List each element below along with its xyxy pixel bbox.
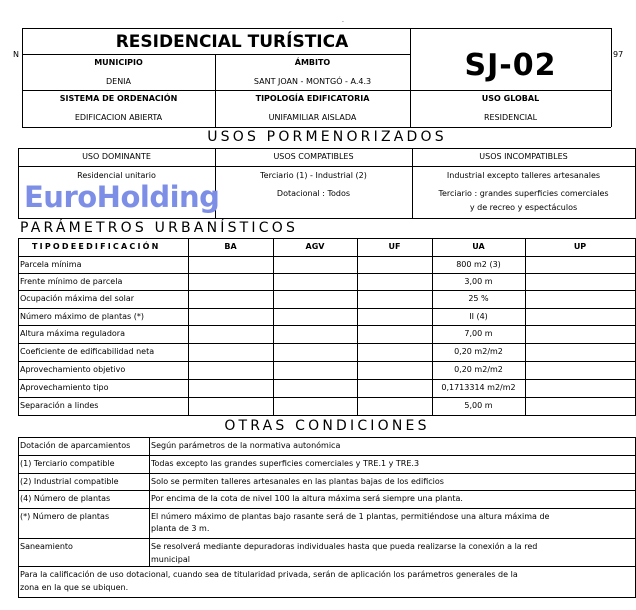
row-ua-value: 0,20 m2/m2 bbox=[454, 347, 503, 356]
row-ua-value: 7,00 m bbox=[464, 329, 493, 338]
tipologia-label: TIPOLOGÍA EDIFICATORIA bbox=[255, 94, 370, 103]
column-header-ua: UA bbox=[472, 242, 485, 251]
row-label: Parcela mínima bbox=[20, 260, 82, 269]
condition-label: Dotación de aparcamientos bbox=[20, 441, 131, 450]
municipio-value: DENIA bbox=[105, 77, 132, 86]
scan-speck: · bbox=[342, 19, 344, 26]
condition-label: (2) Industrial compatible bbox=[20, 477, 119, 486]
uso-dominante-value: Residencial unitario bbox=[77, 171, 156, 180]
page-margin-fragment-left: N bbox=[13, 50, 19, 59]
usos-compatibles-value-1: Terciario (1) - Industrial (2) bbox=[260, 171, 367, 180]
usos-compatibles-value-2: Dotacional : Todos bbox=[276, 189, 351, 198]
parametros-section-title: PARÁMETROS URBANÍSTICOS bbox=[20, 220, 299, 236]
condition-text: Por encima de la cota de nivel 100 la altura máxima será siempre una planta. bbox=[151, 494, 463, 503]
ambito-label: ÁMBITO bbox=[294, 58, 331, 67]
usos-compatibles-label: USOS COMPATIBLES bbox=[273, 152, 354, 161]
ambito-value: SANT JOAN - MONTGÓ - A.4.3 bbox=[253, 77, 372, 86]
row-label: Número máximo de plantas (*) bbox=[20, 312, 145, 321]
row-ua-value: 5,00 m bbox=[464, 401, 493, 410]
usos-incompatibles-label: USOS INCOMPATIBLES bbox=[479, 152, 568, 161]
uso-global-label: USO GLOBAL bbox=[481, 94, 540, 103]
sistema-value: EDIFICACION ABIERTA bbox=[74, 113, 163, 122]
usos-incompatibles-value-2: Terciario : grandes superficies comerciales bbox=[438, 189, 609, 198]
sistema-label: SISTEMA DE ORDENACIÓN bbox=[59, 94, 178, 103]
row-ua-value: 0,1713314 m2/m2 bbox=[441, 383, 516, 392]
row-ua-value: II (4) bbox=[469, 312, 488, 321]
row-ua-value: 800 m2 (3) bbox=[456, 260, 501, 269]
usos-incompatibles-value-3: y de recreo y espectáculos bbox=[469, 203, 578, 212]
uso-global-value: RESIDENCIAL bbox=[483, 113, 538, 122]
condition-text-continued: municipal bbox=[151, 555, 190, 564]
condition-label: (1) Terciario compatible bbox=[20, 459, 115, 468]
row-ua-value: 3,00 m bbox=[464, 277, 493, 286]
column-header-tipo: TIPODEEDIFICACIÓN bbox=[32, 242, 161, 251]
row-label: Altura máxima reguladora bbox=[20, 329, 125, 338]
watermark-logo: EuroHolding bbox=[24, 180, 220, 214]
condition-text: Solo se permiten talleres artesanales en las plantas bajas de los edificios bbox=[151, 477, 444, 486]
row-label: Separación a lindes bbox=[20, 401, 99, 410]
column-header-agv: AGV bbox=[305, 242, 325, 251]
row-label: Aprovechamiento tipo bbox=[20, 383, 109, 392]
tipologia-value: UNIFAMILIAR AISLADA bbox=[268, 113, 357, 122]
condition-text-continued: planta de 3 m. bbox=[151, 524, 210, 533]
sheet-code: SJ-02 bbox=[464, 48, 557, 83]
condition-text: Todas excepto las grandes superficies comerciales y TRE.1 y TRE.3 bbox=[151, 459, 420, 468]
row-label: Frente mínimo de parcela bbox=[20, 277, 123, 286]
footer-note-line-1: Para la calificación de uso dotacional, cuando sea de titularidad privada, serán de aplicación los parámetros generales de la bbox=[20, 570, 518, 579]
row-ua-value: 25 % bbox=[468, 294, 489, 303]
row-label: Coeficiente de edificabilidad neta bbox=[20, 347, 155, 356]
usos-incompatibles-value-1: Industrial excepto talleres artesanales bbox=[446, 171, 601, 180]
row-ua-value: 0,20 m2/m2 bbox=[454, 365, 503, 374]
column-header-up: UP bbox=[573, 242, 587, 251]
condition-label: (*) Número de plantas bbox=[20, 512, 110, 521]
municipio-label: MUNICIPIO bbox=[94, 58, 143, 67]
page-margin-fragment-right: 97 bbox=[613, 50, 624, 59]
column-header-uf: UF bbox=[388, 242, 401, 251]
condition-text: Según parámetros de la normativa autonómica bbox=[151, 441, 341, 450]
otras-section-title: OTRAS CONDICIONES bbox=[224, 418, 430, 434]
condition-label: Saneamiento bbox=[20, 542, 73, 551]
condition-text: Se resolverá mediante depuradoras individuales hasta que pueda realizarse la conexión a la red bbox=[151, 542, 538, 551]
footer-note-line-2: zona en la que se ubiquen. bbox=[20, 583, 129, 592]
row-label: Aprovechamiento objetivo bbox=[20, 365, 126, 374]
row-label: Ocupación máxima del solar bbox=[20, 294, 135, 303]
sheet-title: RESIDENCIAL TURÍSTICA bbox=[115, 32, 349, 52]
uso-dominante-label: USO DOMINANTE bbox=[82, 152, 151, 161]
column-header-ba: BA bbox=[224, 242, 237, 251]
condition-label: (4) Número de plantas bbox=[20, 494, 111, 503]
usos-section-title: USOS PORMENORIZADOS bbox=[207, 129, 447, 145]
condition-text: El número máximo de plantas bajo rasante será de 1 plantas, permitiéndose una altura máxima de bbox=[151, 512, 550, 521]
